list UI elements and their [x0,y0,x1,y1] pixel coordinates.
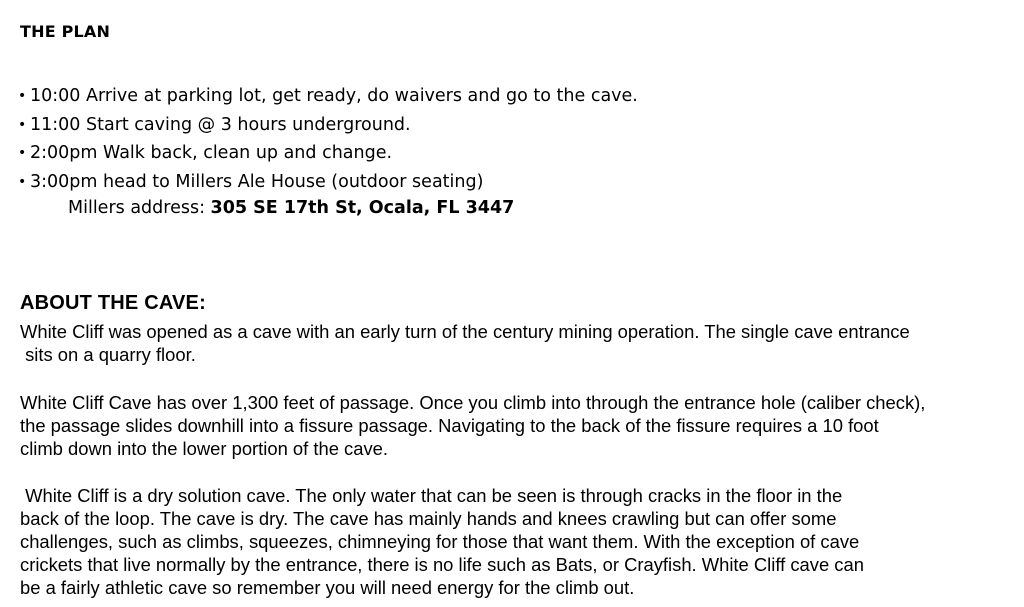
plan-heading: THE PLAN [20,22,111,41]
bullet-icon: • [18,116,27,133]
paragraph-line: White Cliff Cave has over 1,300 feet of passage. Once you climb into through the entrance hole (caliber check), [20,392,926,413]
schedule-item [18,168,638,197]
schedule-item [18,111,638,140]
paragraph-line: be a fairly athletic cave so remember you will need energy for the climb out. [20,577,635,598]
schedule-item-text: 3:00pm head to Millers Ale House (outdoor seating) [30,171,484,192]
address-label: Millers address: [68,198,211,218]
schedule-item-text: 11:00 Start caving @ 3 hours underground. [30,114,411,135]
address-value: 305 SE 17th St, Ocala, FL 3447 [210,198,515,218]
bullet-icon: • [18,145,27,161]
paragraph-line: White Cliff was opened as a cave with an early turn of the century mining operation. The single cave entrance [20,321,910,342]
paragraph-line: climb down into the lower portion of the cave. [20,438,389,459]
paragraph-line: White Cliff is a dry solution cave. The only water that can be seen is through cracks in the floor in the [20,485,843,506]
about-paragraph-history [20,320,910,366]
paragraph-line: sits on a quarry floor. [20,344,196,365]
paragraph-line: back of the loop. The cave is dry. The cave has mainly hands and knees crawling but can offer some [20,508,837,529]
plan-schedule-list [18,82,638,196]
schedule-item [18,139,638,168]
about-paragraph-description [20,484,864,599]
bullet-icon: • [18,88,27,104]
schedule-item-text: 2:00pm Walk back, clean up and change. [30,143,393,163]
about-cave-heading: ABOUT THE CAVE: [20,292,206,314]
about-paragraph-passage [20,391,925,460]
bullet-icon: • [18,173,27,190]
schedule-item [18,82,638,111]
paragraph-line: challenges, such as climbs, squeezes, chimneying for those that want them. With the exception of cave [20,531,860,552]
millers-address [68,194,514,222]
schedule-item-text: 10:00 Arrive at parking lot, get ready, do waivers and go to the cave. [30,86,638,106]
paragraph-line: the passage slides downhill into a fissure passage. Navigating to the back of the fissure requires a 10 foot [20,415,879,436]
paragraph-line: crickets that live normally by the entrance, there is no life such as Bats, or Crayfish. White Cliff cave can [20,554,864,575]
